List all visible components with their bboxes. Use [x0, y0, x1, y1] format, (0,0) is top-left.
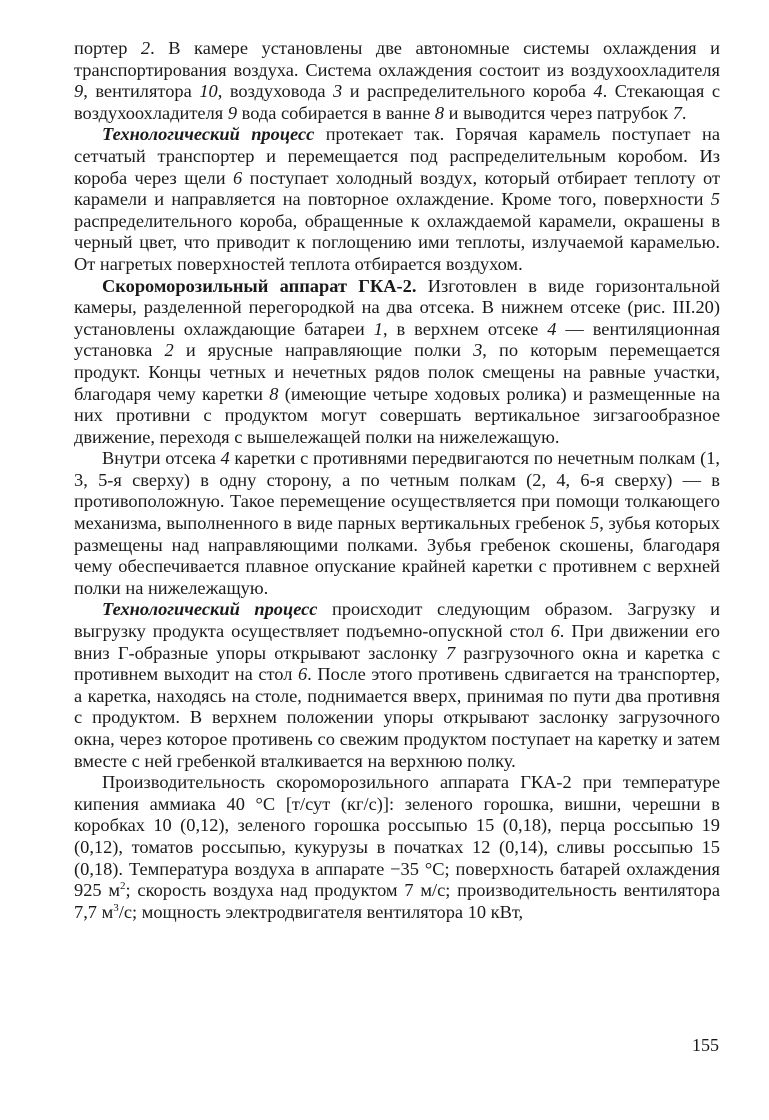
text-run: происходит следующим образом. Загрузку и выгрузку продукта осуществляет подъемно-опускной стол: [74, 599, 721, 642]
text-run: разгрузочного окна и каретка с противнем выходит на стол: [74, 642, 721, 685]
text-run: 9: [227, 102, 238, 123]
text-run: и распределительного короба: [342, 81, 594, 102]
text-run: . После этого противень сдвигается на транспортер, а каретка, находясь на столе, поднимается вверх, принимая по пути два противня с продуктом. В верхнем положении упоры открывают заслонку загрузочного окна, через которое противень со свежим продуктом поступает на каретку и затем вместе с ней гребенкой вталкивается на верхнюю полку.: [74, 664, 720, 771]
text-run: 4: [547, 318, 557, 339]
paragraph: [74, 124, 720, 275]
text-run: 7: [672, 102, 682, 123]
text-run: ; скорость воздуха над продуктом 7 м/с; производительность вентилятора 7,7 м: [74, 880, 721, 922]
text-run: 10: [199, 81, 218, 102]
paragraph: [74, 276, 720, 449]
text-run: 5: [710, 189, 720, 210]
text-run: портер: [74, 38, 141, 58]
text-run: . При движении его вниз Г-образные упоры открывают заслонку: [74, 621, 721, 663]
paragraph: [74, 599, 720, 772]
text-run: 8: [269, 383, 279, 404]
paragraph: [74, 448, 720, 599]
paragraph: [74, 772, 720, 923]
text-run: протекает так. Горячая карамель поступает на сетчатый транспортер и перемещается под распределительным коробом. Из короба через щели: [74, 124, 721, 188]
text-run: 6: [550, 621, 560, 642]
text-run: (имеющие четыре ходовых ролика) и размещенные на них противни с продуктом могут совершать вертикальное зигзагообразное движение, переходя с вышележащей полки на нижележащую.: [74, 383, 720, 447]
text-run: 7: [445, 642, 456, 663]
text-run: 3: [113, 901, 119, 914]
text-run: , по которым перемещается продукт. Концы четных и нечетных рядов полок смещены на равные участки, благодаря чему каретки: [74, 340, 720, 404]
text-run: . В камере установлены две автономные системы охлаждения и транспортирования воздуха. Система охлаждения состоит из воздухоохладителя: [74, 38, 720, 80]
text-run: и ярусные направляющие полки: [173, 340, 474, 361]
text-run: , вентилятора: [83, 81, 200, 102]
text-run: , в верхнем отсеке: [382, 318, 548, 339]
text-run: , зубья которых размещены над направляющими полками. Зубья гребенок скошены, благодаря чему обеспечивается плавное опускание крайней каретки с противнем с верхней полки на нижележащую.: [74, 513, 720, 598]
paragraph: [74, 38, 720, 124]
text-run: 3: [333, 81, 343, 102]
text-run: каретки с противнями передвигаются по нечетным полкам (1, 3, 5-я сверху) в одну сторону, а по четным полкам (2, 4, 6-я сверху) — в противоположную. Такое перемещение осуществляется при помощи толкающего механизма, выполненного в виде парных вертикальных гребенок: [74, 448, 720, 534]
text-run: 8: [434, 102, 445, 123]
text-run: , воздуховода: [217, 81, 334, 102]
text-run: 4: [593, 81, 603, 102]
text-run: поступает холодный воздух, который отбирает теплоту от карамели и направляется на повторное охлаждение. Кроме того, поверхности: [74, 167, 720, 210]
text-run: 9: [74, 81, 84, 102]
text-run: 2: [164, 340, 174, 361]
text-run: 1: [373, 318, 383, 339]
text-run: Внутри отсека: [102, 448, 221, 469]
text-run: . Стекающая с воздухоохладителя: [74, 81, 720, 123]
page-number: 155: [692, 1035, 719, 1055]
text-run: 2: [140, 38, 151, 58]
text-run: 5: [589, 513, 600, 534]
text-run: и выводится через патрубок: [444, 102, 673, 123]
body-text: [74, 38, 720, 923]
text-run: Технологический процесс: [102, 599, 318, 620]
text-run: Технологический процесс: [102, 124, 315, 145]
text-run: Изготовлен в виде горизонтальной камеры, разделенной перегородкой на два отсека. В нижнем отсеке (рис. III.20) установлены охлаждающие батареи: [74, 275, 721, 339]
text-run: .: [681, 102, 687, 123]
text-run: вода собирается в ванне: [237, 102, 435, 123]
text-run: 6: [233, 167, 243, 188]
text-run: 3: [473, 340, 483, 361]
text-run: 2: [120, 880, 126, 893]
text-run: 4: [220, 448, 230, 469]
text-run: Производительность скороморозильного аппарата ГКА-2 при температуре кипения аммиака 40 °С [т/сут (кг/с)]: зеленого горошка, вишни, черешни в коробках 10 (0,12), зеленого горошка россыпью 15 (0,18), перца россыпью 19 (0,12), томатов россыпью, кукурузы в початках 12 (0,14), сливы россыпью 15 (0,18). Температура воздуха в аппарате −35 °С; поверхность батарей охлаждения 925 м: [74, 772, 720, 901]
text-run: 6: [297, 664, 308, 685]
text-run: — вентиляционная установка: [74, 318, 720, 361]
text-run: Скороморозильный аппарат ГКА-2.: [102, 275, 417, 296]
text-run: распределительного короба, обращенные к охлаждаемой карамели, окрашены в черный цвет, что приводит к поглощению ими теплоты, излучаемой карамелью. От нагретых поверхностей теплота отбирается воздухом.: [74, 210, 720, 274]
text-run: /с; мощность электродвигателя вентилятора 10 кВт,: [118, 901, 524, 922]
